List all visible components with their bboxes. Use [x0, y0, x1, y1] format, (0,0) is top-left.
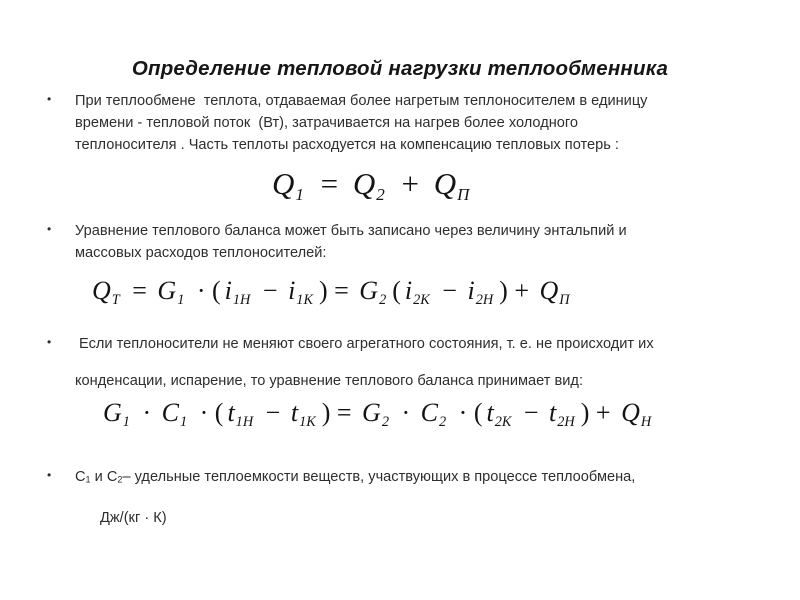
text-line: массовых расходов теплоносителей: [75, 245, 327, 261]
formula-operator: ) + [580, 398, 618, 427]
formula-operator: ( [392, 276, 401, 305]
text-run: Дж/(кг · К) [100, 509, 167, 526]
formula-variable: i [288, 276, 296, 305]
formula-variable: Q [92, 276, 111, 305]
text-line: теплоносителя . Часть теплоты расходуется на компенсацию тепловых потерь : [75, 137, 619, 153]
formula-variable: t [486, 398, 494, 427]
formula-variable: Q [621, 398, 640, 427]
formula-subscript: 2 [376, 185, 385, 205]
formula-operator: − [256, 276, 285, 305]
formula-variable: i [224, 276, 232, 305]
formula-operator: − [259, 398, 287, 427]
bullet-icon: • [47, 335, 52, 349]
formula-subscript: 1 [122, 414, 130, 431]
text-run: и С [90, 469, 118, 485]
bullet-text [75, 333, 654, 392]
formula-subscript: 2К [494, 414, 512, 431]
formula-variable: t [290, 398, 299, 427]
formula-operator: = [312, 166, 346, 201]
formula-variable: t [227, 398, 235, 427]
formula-variable: Q [272, 166, 295, 201]
formula-subscript: 1Н [235, 414, 254, 431]
slide-title: Определение тепловой нагрузки теплообменника [131, 57, 669, 80]
formula-variable: i [404, 276, 413, 305]
formula-variable: G [359, 276, 379, 305]
bullet-icon: • [47, 92, 52, 106]
formula-variable: G [362, 398, 381, 427]
formula-heat-flow-balance [272, 166, 471, 205]
text-line: конденсации, испарение, то уравнение теплового баланса принимает вид: [75, 373, 583, 389]
bullet-text [75, 220, 627, 264]
formula-subscript: 1К [299, 414, 316, 431]
formula-operator: ) = [321, 398, 359, 427]
bullet-item-heat-exchange [47, 90, 647, 156]
bullet-item-enthalpy-equation [47, 220, 627, 264]
formula-variable: Q [352, 166, 376, 201]
bullet-item-aggregate-state [47, 333, 654, 392]
formula-variable: Q [433, 166, 457, 201]
formula-operator: ) + [499, 276, 536, 305]
formula-subscript: 2 [381, 414, 389, 431]
formula-operator: · [394, 398, 417, 427]
formula-subscript: Т [111, 292, 120, 309]
formula-operator: · [135, 398, 158, 427]
formula-subscript: 1Н [232, 292, 251, 309]
formula-subscript: 1К [296, 292, 313, 309]
formula-temperature-balance [103, 398, 653, 431]
formula-subscript: 2Н [475, 292, 494, 309]
formula-operator: · ( [452, 398, 483, 427]
formula-subscript: 1 [295, 185, 304, 205]
formula-subscript: 2К [413, 292, 430, 309]
formula-subscript: 2 [439, 414, 447, 431]
formula-subscript: 2Н [557, 414, 575, 431]
bullet-item-specific-heat [47, 466, 635, 529]
text-run: – удельные теплоемкости веществ, участвующих в процессе теплообмена, [122, 469, 636, 485]
formula-variable: i [467, 276, 475, 305]
formula-variable: C [420, 398, 438, 427]
formula-operator: − [517, 398, 546, 427]
formula-subscript: 1 [177, 292, 185, 309]
text-line: времени - тепловой поток (Вт), затрачивается на нагрев более холодного [75, 115, 579, 131]
formula-subscript: Н [640, 414, 652, 431]
formula-operator: ) = [318, 276, 356, 305]
formula-variable: C [161, 398, 179, 427]
text-subscript: 2 [117, 474, 123, 485]
formula-operator: − [435, 276, 464, 305]
text-line [100, 507, 635, 529]
text-line: При теплообмене теплота, отдаваемая более нагретым теплоносителем в единицу [75, 93, 648, 109]
formula-variable: G [157, 276, 177, 305]
formula-operator: + [393, 166, 427, 201]
bullet-icon: • [47, 468, 52, 482]
formula-operator: · ( [193, 398, 224, 427]
formula-subscript: 1 [179, 414, 188, 431]
text-run: С [75, 469, 86, 485]
formula-variable: G [103, 398, 122, 427]
bullet-text [75, 90, 647, 156]
formula-variable: t [549, 398, 557, 427]
formula-subscript: П [559, 292, 570, 309]
bullet-icon: • [47, 222, 52, 236]
formula-variable: Q [539, 276, 559, 305]
formula-subscript: П [457, 185, 470, 205]
text-line: Если теплоносители не меняют своего агрегатного состояния, т. е. не происходит их [75, 336, 654, 352]
formula-operator: = [125, 276, 154, 305]
bullet-text [75, 466, 635, 529]
text-subscript: 1 [85, 474, 91, 485]
formula-enthalpy-balance [92, 276, 572, 309]
formula-subscript: 2 [379, 292, 387, 309]
text-line [75, 466, 635, 491]
formula-operator: · ( [190, 276, 221, 305]
text-line: Уравнение теплового баланса может быть записано через величину энтальпий и [75, 223, 627, 239]
